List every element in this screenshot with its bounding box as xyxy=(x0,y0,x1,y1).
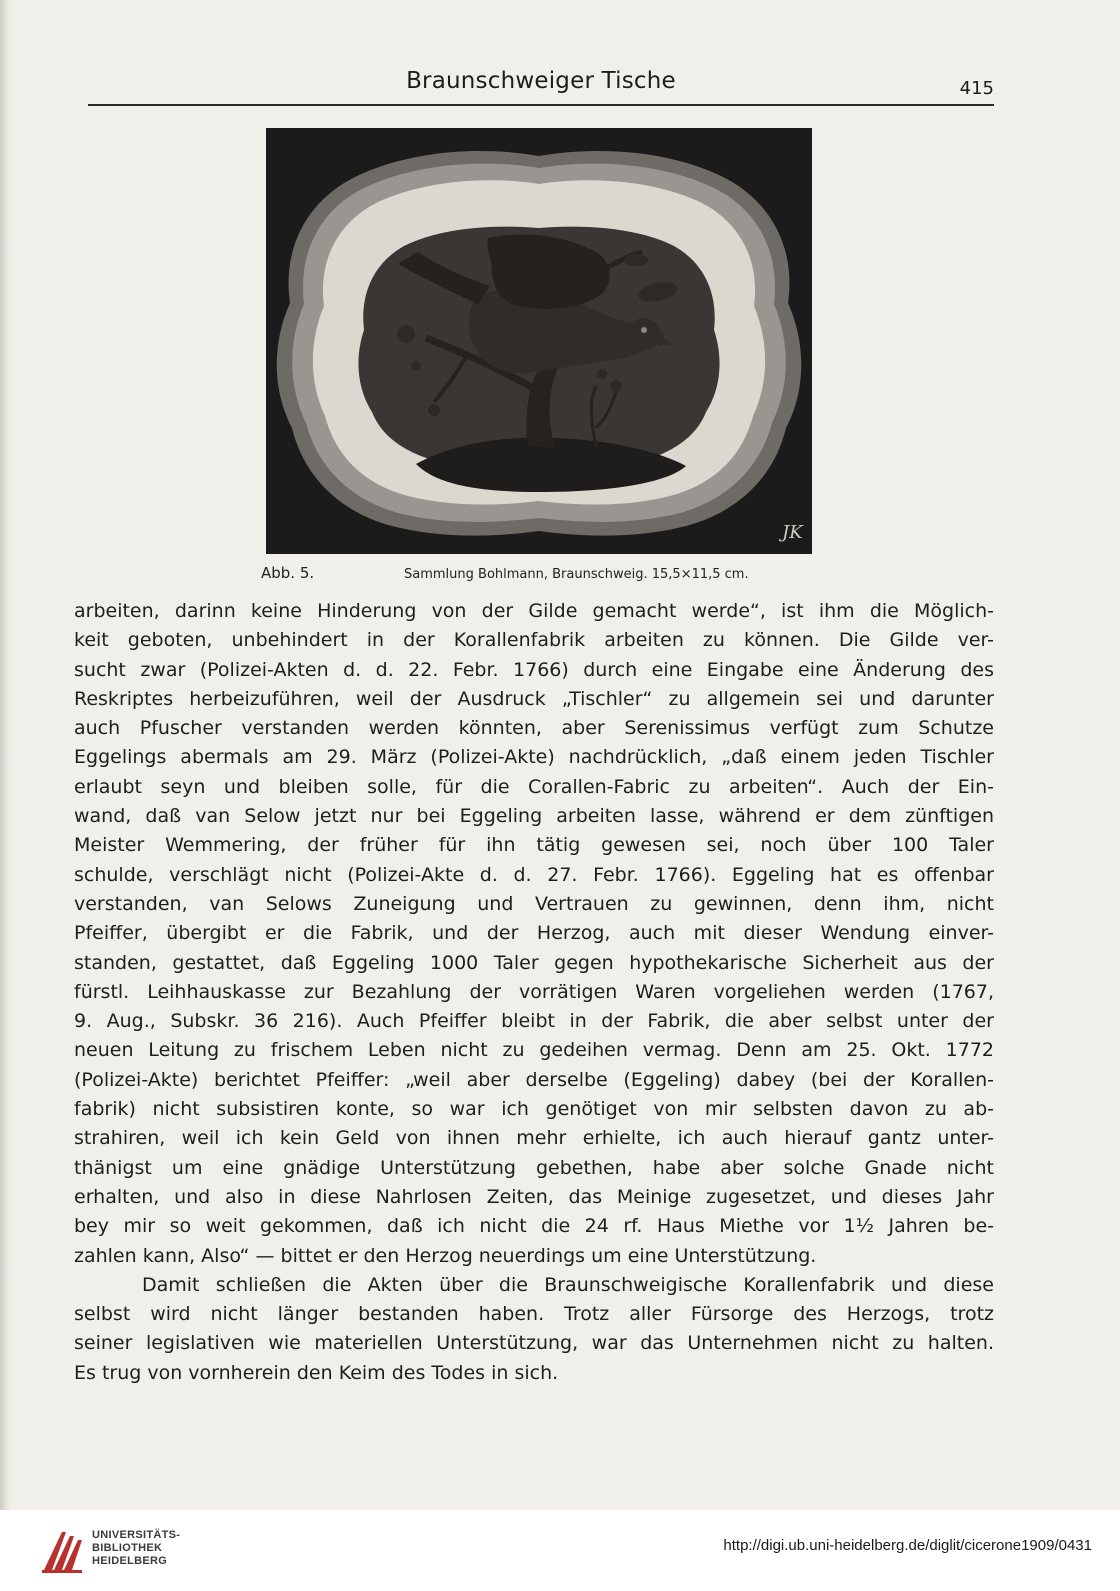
library-name-line: UNIVERSITÄTS- xyxy=(92,1529,181,1541)
library-name-line: BIBLIOTHEK xyxy=(92,1542,163,1554)
university-library-logo-icon xyxy=(40,1526,84,1576)
library-name-line: HEIDELBERG xyxy=(92,1555,168,1567)
body-line: (Polizei-Akte) berichtet Pfeiffer: „weil aber derselbe (Eggeling) dabey (bei der Korallen- xyxy=(74,1068,994,1091)
bird-plate-illustration xyxy=(266,128,812,554)
body-line: neuen Leitung zu frischem Leben nicht zu gedeihen vermag. Denn am 25. Okt. 1772 xyxy=(74,1039,994,1062)
body-line: standen, gestattet, daß Eggeling 1000 Taler gegen hypothekarische Sicherheit aus der xyxy=(74,951,994,974)
body-line: verstanden, van Selows Zuneigung und Vertrauen zu gewinnen, denn ihm, nicht xyxy=(74,892,994,915)
source-url-link[interactable]: http://digi.ub.uni-heidelberg.de/diglit/cicerone1909/0431 xyxy=(723,1537,1092,1554)
figure-caption xyxy=(0,562,1120,586)
body-line: sucht zwar (Polizei-Akten d. d. 22. Febr. 1766) durch eine Eingabe eine Änderung des xyxy=(74,658,994,681)
caption-text: Sammlung Bohlmann, Braunschweig. 15,5×11,5 cm. xyxy=(404,567,749,582)
body-line: fürstl. Leihhauskasse zur Bezahlung der vorrätigen Waren vorgeliehen werden (1767, xyxy=(74,980,994,1003)
body-line: Pfeiffer, übergibt er die Fabrik, und der Herzog, auch mit dieser Wendung einver- xyxy=(74,922,994,945)
body-line: Damit schließen die Akten über die Braunschweigische Korallenfabrik und diese xyxy=(142,1273,994,1296)
caption-label: Abb. 5. xyxy=(261,564,315,582)
body-line: bey mir so weit gekommen, daß ich nicht die 24 rf. Haus Miethe vor 1½ Jahren be- xyxy=(74,1215,994,1238)
running-title: Braunschweiger Tische xyxy=(406,68,676,94)
figure-monogram: JK xyxy=(782,522,803,543)
body-line: Es trug von vornherein den Keim des Todes in sich. xyxy=(74,1361,559,1384)
body-line: wand, daß van Selow jetzt nur bei Eggeling arbeiten lasse, während er dem zünftigen xyxy=(74,805,994,828)
body-line: Eggelings abermals am 29. März (Polizei-Akte) nachdrücklich, „daß einem jeden Tischler xyxy=(74,746,994,769)
body-line: 9. Aug., Subskr. 36 216). Auch Pfeiffer bleibt in der Fabrik, die aber selbst unter der xyxy=(74,1010,994,1033)
body-line: Reskriptes herbeizuführen, weil der Ausdruck „Tischler“ zu allgemein sei und darunter xyxy=(74,687,994,710)
figure-photo xyxy=(266,128,812,554)
body-line: auch Pfuscher verstanden werden könnten, aber Serenissimus verfügt zum Schutze xyxy=(74,717,994,740)
library-name xyxy=(92,1529,180,1568)
running-head xyxy=(88,64,994,106)
body-line: seiner legislativen wie materiellen Unterstützung, war das Unternehmen nicht zu halten. xyxy=(74,1332,994,1355)
body-line: strahiren, weil ich kein Geld von ihnen mehr erhielte, ich auch hierauf gantz unter- xyxy=(74,1127,994,1150)
scan-edge xyxy=(0,0,10,1510)
body-line: arbeiten, darinn keine Hinderung von der Gilde gemacht werde“, ist ihm die Möglich- xyxy=(74,600,994,622)
body-line: selbst wird nicht länger bestanden haben. Trotz aller Fürsorge des Herzogs, trotz xyxy=(74,1303,994,1326)
body-line: keit geboten, unbehindert in der Korallenfabrik arbeiten zu können. Die Gilde ver- xyxy=(74,629,994,652)
body-line: erlaubt seyn und bleiben solle, für die Corallen-Fabric zu arbeiten“. Auch der Ein- xyxy=(74,775,994,798)
body-line: thänigst um eine gnädige Unterstützung gebethen, habe aber solche Gnade nicht xyxy=(74,1156,994,1179)
body-line: schulde, verschlägt nicht (Polizei-Akte d. d. 27. Febr. 1766). Eggeling hat es offenbar xyxy=(74,863,994,886)
body-text xyxy=(74,597,994,1388)
body-line: Meister Wemmering, der früher für ihn tätig gewesen sei, noch über 100 Taler xyxy=(74,834,994,857)
body-line: fabrik) nicht subsistiren konte, so war ich genötiget von mir selbsten davon zu ab- xyxy=(74,1098,994,1121)
page-number: 415 xyxy=(959,78,994,99)
body-line: erhalten, und also in diese Nahrlosen Zeiten, das Meinige zugesetzet, und dieses Jahr xyxy=(74,1185,994,1208)
body-line: zahlen kann, Also“ — bittet er den Herzog neuerdings um eine Unterstützung. xyxy=(74,1244,817,1267)
footer-bar xyxy=(0,1510,1120,1591)
